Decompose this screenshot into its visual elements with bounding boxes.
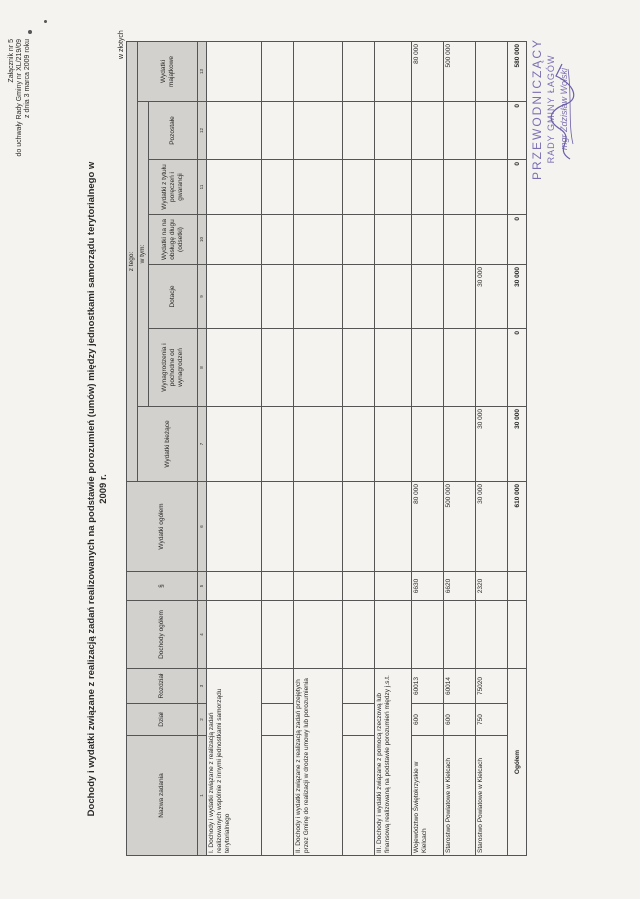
- total-pozostale: 0: [508, 102, 527, 160]
- resolution-number: do uchwały Rady Gminy nr XL/219/09: [16, 39, 23, 157]
- col-number: 5: [198, 572, 207, 601]
- row-pozostale: [444, 102, 476, 160]
- row-wydatki-biezace: 30 000: [476, 407, 508, 482]
- col-number: 11: [198, 160, 207, 215]
- title-line-1: Dochody i wydatki związane z realizacją zadań realizowanych na podstawie porozumień (umów) między jednostkami samorządu terytorialnego w: [86, 161, 97, 817]
- document-title: [86, 119, 110, 859]
- row-dochody: [444, 601, 476, 669]
- row-paragraf: 2320: [476, 572, 508, 601]
- col-number: 3: [198, 669, 207, 704]
- title-line-2: 2009 r.: [98, 474, 109, 504]
- table-row: [476, 41, 508, 855]
- row-majatkowe: [476, 41, 508, 101]
- section-2-label: II. Dochody i wydatki związane z realizacją zadań przejętych przez Gminę do realizacji w drodze umowy lub porozumienia: [294, 669, 343, 856]
- row-nazwa: Starostwo Powiatowe w Kielcach: [444, 736, 476, 856]
- table-row: [412, 41, 444, 855]
- col-header-w-tym: w tym:: [138, 102, 149, 407]
- col-number: 12: [198, 102, 207, 160]
- col-number: 9: [198, 265, 207, 329]
- empty-row: [343, 41, 375, 855]
- row-poreczenia: [476, 160, 508, 215]
- row-obsluga-dlugu: [476, 215, 508, 265]
- total-row: [508, 41, 527, 855]
- resolution-date: z dnia 3 marca 2009 roku: [24, 39, 31, 118]
- budget-table: [126, 41, 527, 856]
- col-header-obsluga-dlugu: Wydatki na na obsługę długu (odsetki): [149, 215, 198, 265]
- row-dzial: 600: [412, 704, 444, 736]
- section-1-label: I. Dochody i wydatki związane z realizacją zadań realizowanych wspólnie z innymi jednostkami samorządu terytorialnego: [207, 669, 262, 856]
- row-nazwa: Starostwo Powiatowe w Kielcach: [476, 736, 508, 856]
- total-obsluga-dlugu: 0: [508, 215, 527, 265]
- total-majatkowe: 580 000: [508, 41, 527, 101]
- total-label: Ogółem: [508, 669, 527, 856]
- col-number: 8: [198, 329, 207, 407]
- col-number: 10: [198, 215, 207, 265]
- attachment-header: [8, 39, 32, 199]
- row-wydatki-ogolem: 500 000: [444, 482, 476, 572]
- row-nazwa: Województwo Świętokrzyskie w Kielcach: [412, 736, 444, 856]
- row-dotacje: [444, 265, 476, 329]
- row-paragraf: 6620: [444, 572, 476, 601]
- row-wydatki-ogolem: 30 000: [476, 482, 508, 572]
- row-pozostale: [476, 102, 508, 160]
- row-rozdzial: 60013: [412, 669, 444, 704]
- attachment-number: Załącznik nr 5: [8, 39, 15, 83]
- row-wydatki-biezace: [412, 407, 444, 482]
- col-header-dochody: Dochody ogółem: [127, 601, 198, 669]
- col-number: 1: [198, 736, 207, 856]
- total-dochody: [508, 601, 527, 669]
- section-3-label: III. Dochody i wydatki związane z pomocą rzeczową lub finansową realizowaną na podstawie porozumień między j.s.t.: [375, 669, 412, 856]
- row-poreczenia: [444, 160, 476, 215]
- col-header-wydatki-ogolem: Wydatki ogółem: [127, 482, 198, 572]
- row-wynagrodzenia: [476, 329, 508, 407]
- total-wynagrodzenia: 0: [508, 329, 527, 407]
- col-header-wynagrodzenia: Wynagrodzenia i pochodne od wynagrodzeń: [149, 329, 198, 407]
- total-wydatki-biezace: 30 000: [508, 407, 527, 482]
- col-number: 2: [198, 704, 207, 736]
- stamp-name: mgr Zdzisław Wolski: [559, 68, 569, 151]
- row-pozostale: [412, 102, 444, 160]
- row-paragraf: 6630: [412, 572, 444, 601]
- col-header-dotacje: Dotacje: [149, 265, 198, 329]
- col-header-rozdzial: Rozdział: [127, 669, 198, 704]
- row-dzial: 750: [476, 704, 508, 736]
- unit-label: w złotych: [118, 30, 125, 59]
- total-dotacje: 30 000: [508, 265, 527, 329]
- row-wynagrodzenia: [412, 329, 444, 407]
- row-wynagrodzenia: [444, 329, 476, 407]
- row-obsluga-dlugu: [412, 215, 444, 265]
- col-header-paragraf: §: [127, 572, 198, 601]
- row-wydatki-biezace: [444, 407, 476, 482]
- col-header-wydatki-biezace: Wydatki bieżące: [138, 407, 198, 482]
- row-wydatki-ogolem: 80 000: [412, 482, 444, 572]
- row-dochody: [476, 601, 508, 669]
- row-obsluga-dlugu: [444, 215, 476, 265]
- col-header-dzial: Dział: [127, 704, 198, 736]
- row-majatkowe: 80 000: [412, 41, 444, 101]
- col-header-majatkowe: Wydatki majątkowe: [138, 41, 198, 101]
- row-poreczenia: [412, 160, 444, 215]
- col-number: 13: [198, 41, 207, 101]
- row-dotacje: [412, 265, 444, 329]
- total-wydatki-ogolem: 610 000: [508, 482, 527, 572]
- section-3-row: [375, 41, 412, 855]
- row-majatkowe: 500 000: [444, 41, 476, 101]
- total-paragraf: [508, 572, 527, 601]
- row-dochody: [412, 601, 444, 669]
- section-2-row: [294, 41, 343, 855]
- table-row: [444, 41, 476, 855]
- col-number: 6: [198, 482, 207, 572]
- col-header-z-tego: z tego:: [127, 41, 138, 481]
- col-header-poreczenia: Wydatki z tytułu poręczeń i gwarancji: [149, 160, 198, 215]
- row-dotacje: 30 000: [476, 265, 508, 329]
- col-header-pozostale: Pozostałe: [149, 102, 198, 160]
- row-rozdzial: 60014: [444, 669, 476, 704]
- empty-row: [262, 41, 294, 855]
- col-number: 4: [198, 601, 207, 669]
- section-1-row: [207, 41, 262, 855]
- handwritten-signature: [548, 54, 578, 164]
- stamp-title: PRZEWODNICZĄCY: [530, 38, 544, 180]
- col-header-nazwa: Nazwa zadania: [127, 736, 198, 856]
- col-number: 7: [198, 407, 207, 482]
- row-rozdzial: 75020: [476, 669, 508, 704]
- row-dzial: 600: [444, 704, 476, 736]
- stamp-council: RADY GMINY ŁAGÓW: [546, 54, 556, 164]
- total-poreczenia: 0: [508, 160, 527, 215]
